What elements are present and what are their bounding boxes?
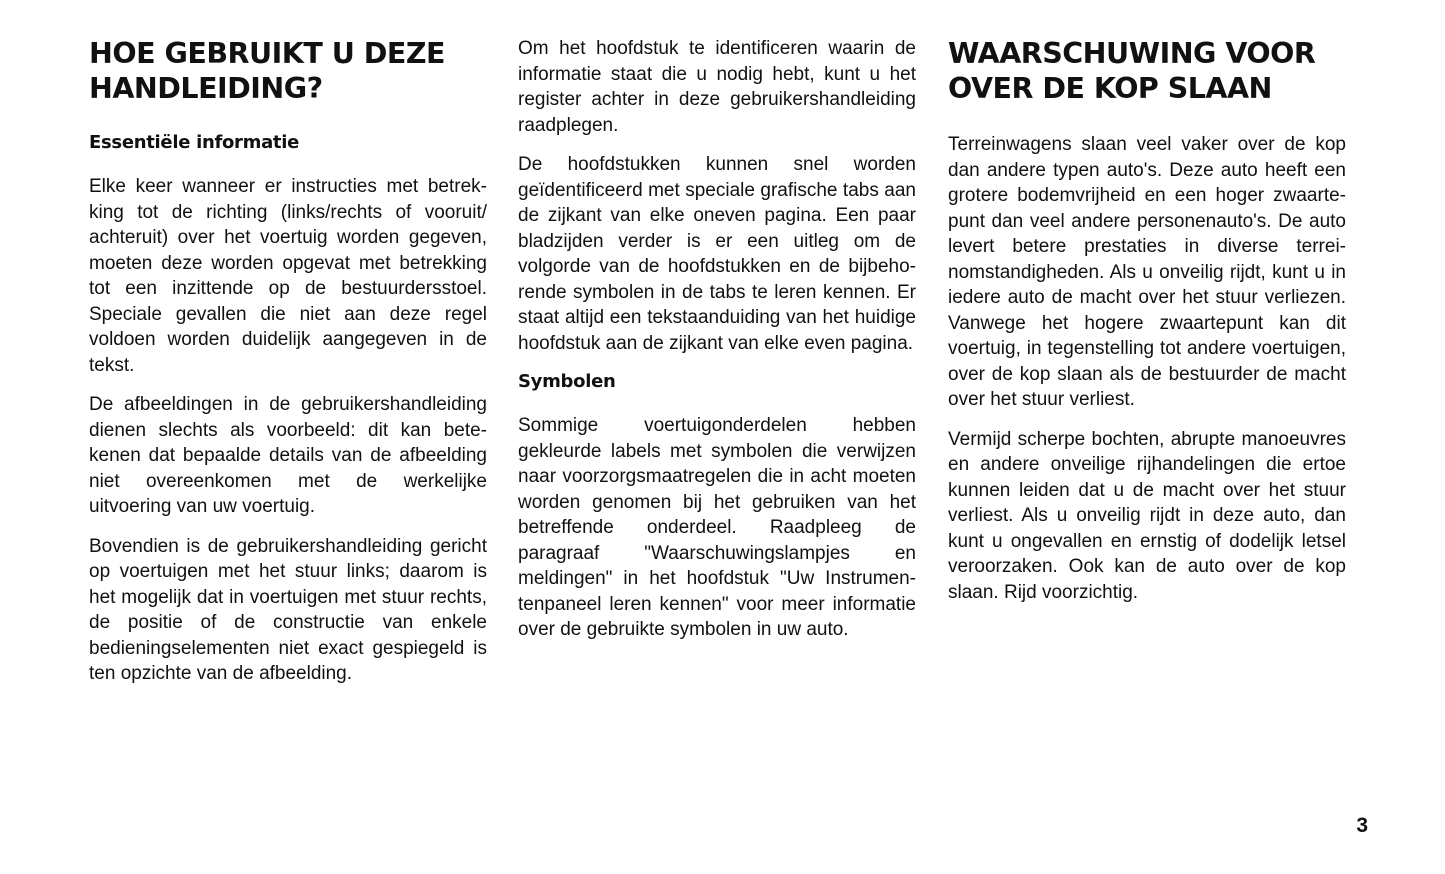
paragraph-symbolen: Sommige voertuigonderdelen hebben gekleurde labels met symbolen die verwijzen naar voorzorgsmaatregelen die in acht moeten worden genomen bij het gebruiken van het betreffende onderdeel. Raadpleeg de paragraaf "Waarschuwingslampjes en meldingen" in het hoofdstuk "Uw Instrumentenpaneel leren kennen" voor meer informatie over de gebruikte symbolen in uw auto. [518,415,916,640]
column-right [948,36,1346,619]
column-left [89,36,487,701]
subheading-symbolen: Symbolen [518,371,616,392]
paragraph-register: Om het hoofdstuk te identificeren waarin de informatie staat die u nodig hebt, kunt u het register achter in deze gebruikershandleiding raadplegen. [518,38,916,136]
paragraph-terreinwagens: Terreinwagens slaan veel vaker over de kop dan andere typen auto's. Deze auto heeft een grotere bodemvrijheid en een hoger zwaartepunt dan veel andere personenauto's. De auto levert betere prestaties in diverse terreinomstandigheden. Als u onveilig rijdt, kunt u in iedere auto de macht over het stuur verliezen. Vanwege het hogere zwaartepunt kan dit voertuig, in tegenstelling tot andere voertuigen, over de kop slaan als de bestuurder de macht over het stuur verliest. [948,134,1346,410]
paragraph-richting: Elke keer wanneer er instructies met betrekking tot de richting (links/rechts of vooruit/ achteruit) over het voertuig worden gegeven, moeten deze worden opgevat met betrekking tot een inzittende op de bestuurdersstoel. Speciale gevallen die niet aan deze regel voldoen worden duidelijk aangegeven in de tekst. [89,176,487,376]
page-number: 3 [1356,814,1368,837]
subheading-essentiele-informatie: Essentiële informatie [89,132,300,153]
section-title-handleiding: HOE GEBRUIKT U DEZE HANDLEIDING? [89,37,446,105]
paragraph-vermijd: Vermijd scherpe bochten, abrupte manoeuvres en andere onveilige rijhandelingen die ertoe kunnen leiden dat u de macht over het stuur verliest. Als u onveilig rijdt in deze auto, dan kunt u ongevallen en ernstig of dodelijk letsel veroorzaken. Ook kan de auto over de kop slaan. Rijd voorzichtig. [948,428,1346,603]
paragraph-hoofdstukken: De hoofdstukken kunnen snel worden geïdentificeerd met speciale grafische tabs aan de zijkant van elke oneven pagina. Een paar bladzijden verder is er een uitleg om de volgorde van de hoofdstukken en de bijbehorende symbolen in de tabs te leren kennen. Er staat altijd een tekstaanduiding van het huidige hoofdstuk aan de zijkant van elke even pagina. [518,154,916,354]
paragraph-afbeeldingen: De afbeeldingen in de gebruikershandleiding dienen slechts als voorbeeld: dit kan betekenen dat bepaalde details van de afbeelding niet overeenkomen met de werkelijke uitvoering van uw voertuig. [89,394,487,517]
column-middle [518,36,916,657]
paragraph-stuur-links: Bovendien is de gebruikershandleiding gericht op voertuigen met het stuur links; daarom is het mogelijk dat in voertuigen met stuur rechts, de positie of de constructie van enkele bedieningselementen niet exact gespiegeld is ten opzichte van de afbeelding. [89,535,487,684]
section-title-waarschuwing: WAARSCHUWING VOOR OVER DE KOP SLAAN [948,37,1316,105]
